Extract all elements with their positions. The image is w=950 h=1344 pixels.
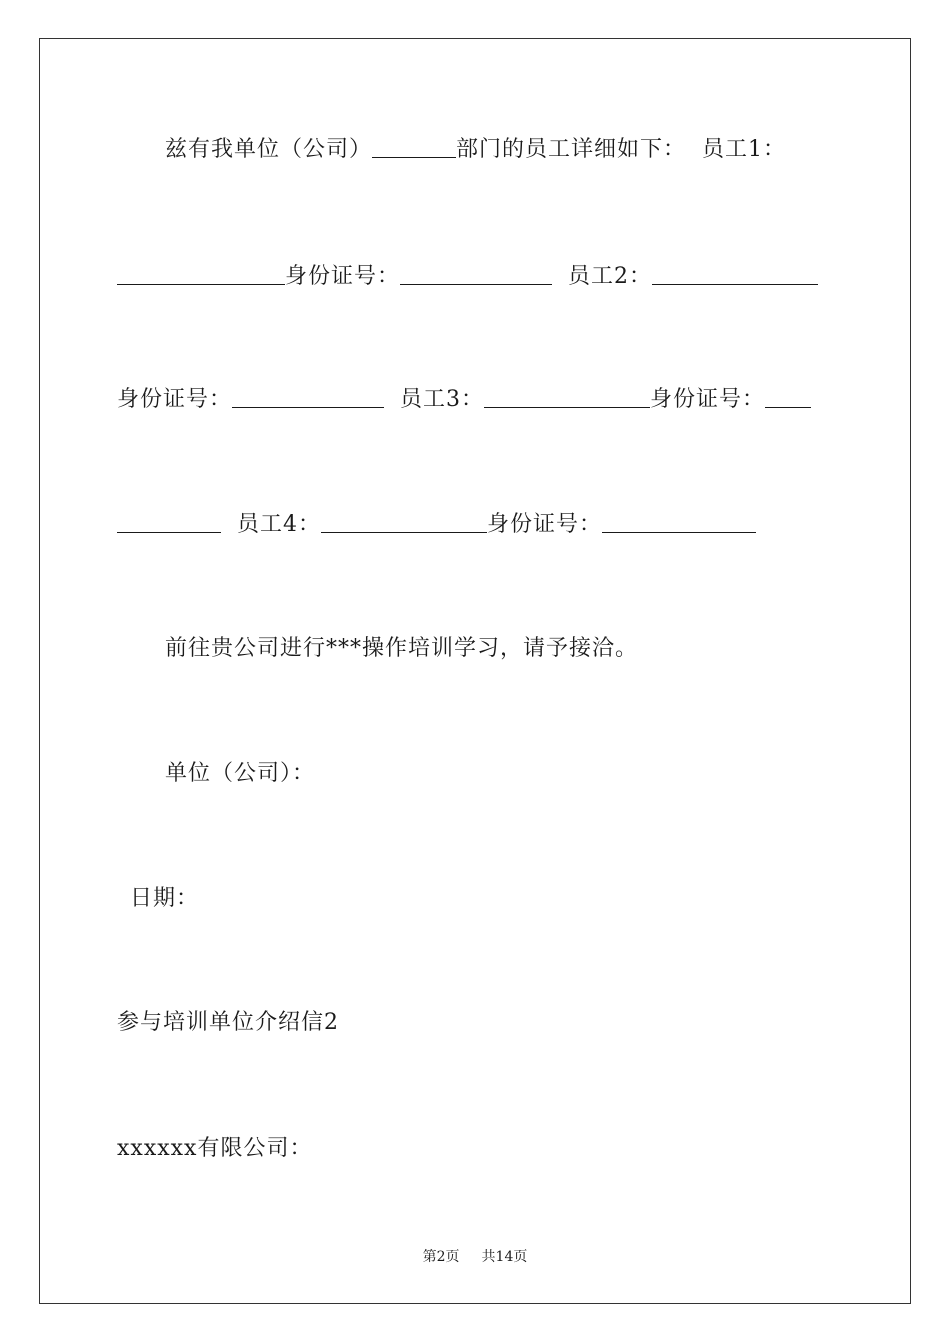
addressee-line [117,1134,837,1164]
purpose-text: 前往贵公司进行***操作培训学习，请予接洽。 [165,636,639,661]
letter-line-4 [117,510,837,540]
letter-line-3 [117,385,837,415]
employee-3-name-blank [484,385,650,408]
employee-intro-text: 部门的员工详细如下： [456,137,687,162]
employee-1-id-blank [400,262,552,285]
page-current: 第2页 [422,1249,460,1265]
date-label: 日期： [130,886,200,911]
id-number-label: 身份证号： [487,512,603,537]
employee-2-id-blank [232,385,384,408]
page-footer [0,1247,950,1267]
id-number-label: 身份证号： [650,387,766,412]
intro-text: 兹有我单位（公司） [165,137,373,162]
purpose-line [117,634,885,664]
employee-4-label: 员工4： [237,512,321,537]
section-title [117,1008,837,1038]
employee-4-id-blank [602,510,756,533]
letter-line-1 [117,135,885,165]
employee-3-label: 员工3： [400,387,485,412]
employee-1-label: 员工1： [702,137,787,162]
addressee-text: xxxxxx有限公司： [117,1136,313,1161]
page-total: 共14页 [481,1249,528,1265]
employee-2-label: 员工2： [568,264,653,289]
unit-line [117,759,885,789]
date-line [117,884,850,914]
unit-label: 单位（公司）： [165,761,316,786]
id-number-label: 身份证号： [285,264,401,289]
employee-4-name-blank [321,510,487,533]
employee-2-name-blank [652,262,818,285]
department-blank [372,135,456,158]
id-number-label: 身份证号： [117,387,233,412]
letter-line-2 [117,262,837,292]
section-title-text: 参与培训单位介绍信2 [117,1010,339,1035]
employee-3-id-blank-start [765,385,811,408]
page-frame [39,38,911,1304]
employee-1-name-blank [117,262,285,285]
employee-3-id-blank-end [117,510,221,533]
